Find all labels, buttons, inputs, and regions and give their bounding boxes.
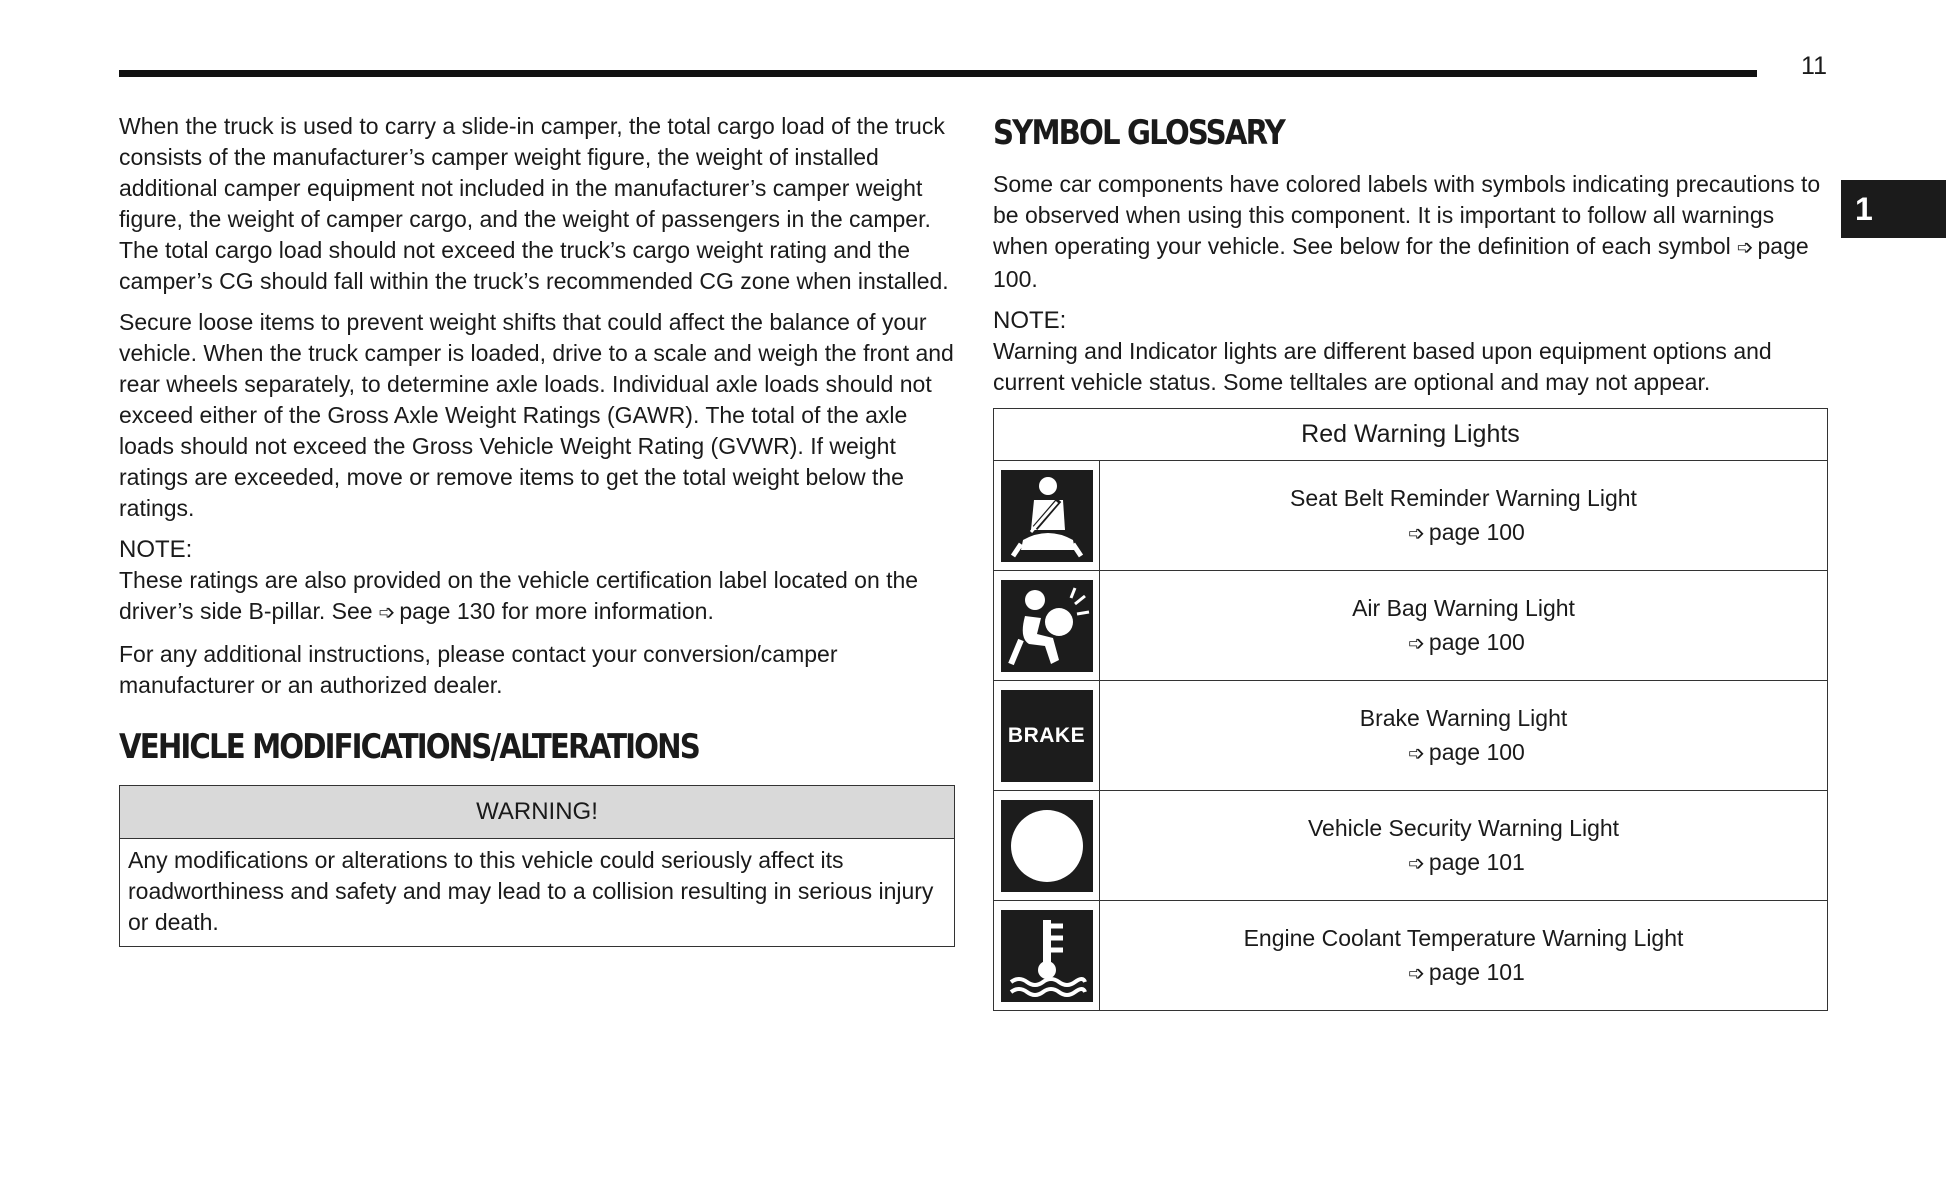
light-name: Air Bag Warning Light: [1352, 594, 1575, 621]
security-light-icon: [1001, 800, 1093, 892]
air-bag-icon: [1001, 580, 1093, 672]
page-ref-arrow-icon: ➩: [1408, 522, 1425, 545]
intro-text: Some car components have colored labels with symbols indicating precautions to be observed when using this component. It is important to follow all warnings when operating your vehicle. See below for the definition of each symbol: [993, 171, 1821, 259]
table-title: Red Warning Lights: [994, 409, 1828, 461]
warning-box: [119, 785, 955, 947]
page-ref-arrow-icon: ➩: [1736, 237, 1754, 259]
page-ref-link[interactable]: page 100: [1428, 628, 1525, 655]
page-ref-link[interactable]: page 101: [1428, 958, 1525, 985]
section-heading-symbol-glossary: SYMBOL GLOSSARY: [993, 113, 1284, 153]
warning-text: Any modifications or alterations to this vehicle could seriously affect its roadworthiness and safety and may lead to a collision resulting in serious injury or death.: [128, 847, 934, 935]
page-ref-link[interactable]: page 100: [1428, 518, 1525, 545]
light-name: Brake Warning Light: [1359, 704, 1568, 731]
note-text: These ratings are also provided on the vehicle certification label located on the driver’s side B-pillar. See: [119, 567, 919, 624]
page-ref-arrow-icon: ➩: [1408, 632, 1425, 655]
section-heading-modifications: VEHICLE MODIFICATIONS/ALTERATIONS: [119, 727, 699, 767]
left-column: [119, 111, 955, 947]
brake-icon: [1001, 690, 1093, 782]
brake-icon-label: BRAKE: [1007, 723, 1086, 747]
right-column: [993, 111, 1828, 1011]
table-row: [994, 791, 1828, 901]
page-ref-arrow-icon: ➩: [378, 602, 396, 624]
secure-items-paragraph: Secure loose items to prevent weight shifts that could affect the balance of your vehicle. When the truck camper is loaded, drive to a scale and weigh the front and rear wheels separately, to determine axle loads. Individual axle loads should not exceed either of the Gross Axle Weight Ratings (GAWR). The total of the axle loads should not exceed the Gross Vehicle Weight Rating (GVWR). If weight ratings are exceeded, move or remove items to get the total weight below the ratings.: [119, 309, 954, 521]
glossary-intro: [993, 169, 1828, 295]
note-paragraph: [119, 565, 955, 629]
light-name: Seat Belt Reminder Warning Light: [1290, 484, 1637, 511]
page-ref-arrow-icon: ➩: [1408, 852, 1425, 875]
page-ref-link[interactable]: page 100.: [993, 233, 1809, 292]
page-ref-arrow-icon: ➩: [1408, 962, 1425, 985]
warning-title: WARNING!: [120, 786, 954, 839]
note-paragraph: Warning and Indicator lights are different based upon equipment options and current vehicle status. Some telltales are optional and may not appear.: [993, 338, 1772, 395]
note-label: NOTE:: [119, 536, 193, 563]
seat-belt-icon: [1001, 470, 1093, 562]
red-warning-lights-table: [993, 408, 1828, 1011]
table-row: [994, 461, 1828, 571]
closing-paragraph: For any additional instructions, please contact your conversion/camper manufacturer or an authorized dealer.: [119, 641, 838, 698]
note-label: NOTE:: [993, 307, 1067, 334]
page-ref-link[interactable]: page 130: [399, 598, 496, 624]
top-rule: [119, 70, 1757, 77]
table-row: [994, 901, 1828, 1011]
camper-load-paragraph: When the truck is used to carry a slide-in camper, the total cargo load of the truck consists of the manufacturer’s camper weight figure, the weight of installed additional camper equipment not included in the manufacturer’s camper weight figure, the weight of camper cargo, and the weight of passengers in the camper. The total cargo load should not exceed the truck’s cargo weight rating and the camper’s CG should fall within the truck’s recommended CG zone when installed.: [119, 113, 949, 294]
page-ref-arrow-icon: ➩: [1408, 742, 1425, 765]
light-name: Engine Coolant Temperature Warning Light: [1243, 924, 1684, 951]
page-ref-link[interactable]: page 101: [1428, 848, 1525, 875]
page-ref-link[interactable]: page 100: [1428, 738, 1525, 765]
note-text-end: for more information.: [501, 598, 714, 624]
page-number: 11: [1801, 52, 1827, 80]
light-name: Vehicle Security Warning Light: [1307, 814, 1620, 841]
chapter-tab[interactable]: 1: [1841, 180, 1946, 238]
coolant-temperature-icon: [1001, 910, 1093, 1002]
table-row: [994, 571, 1828, 681]
table-row: [994, 681, 1828, 791]
